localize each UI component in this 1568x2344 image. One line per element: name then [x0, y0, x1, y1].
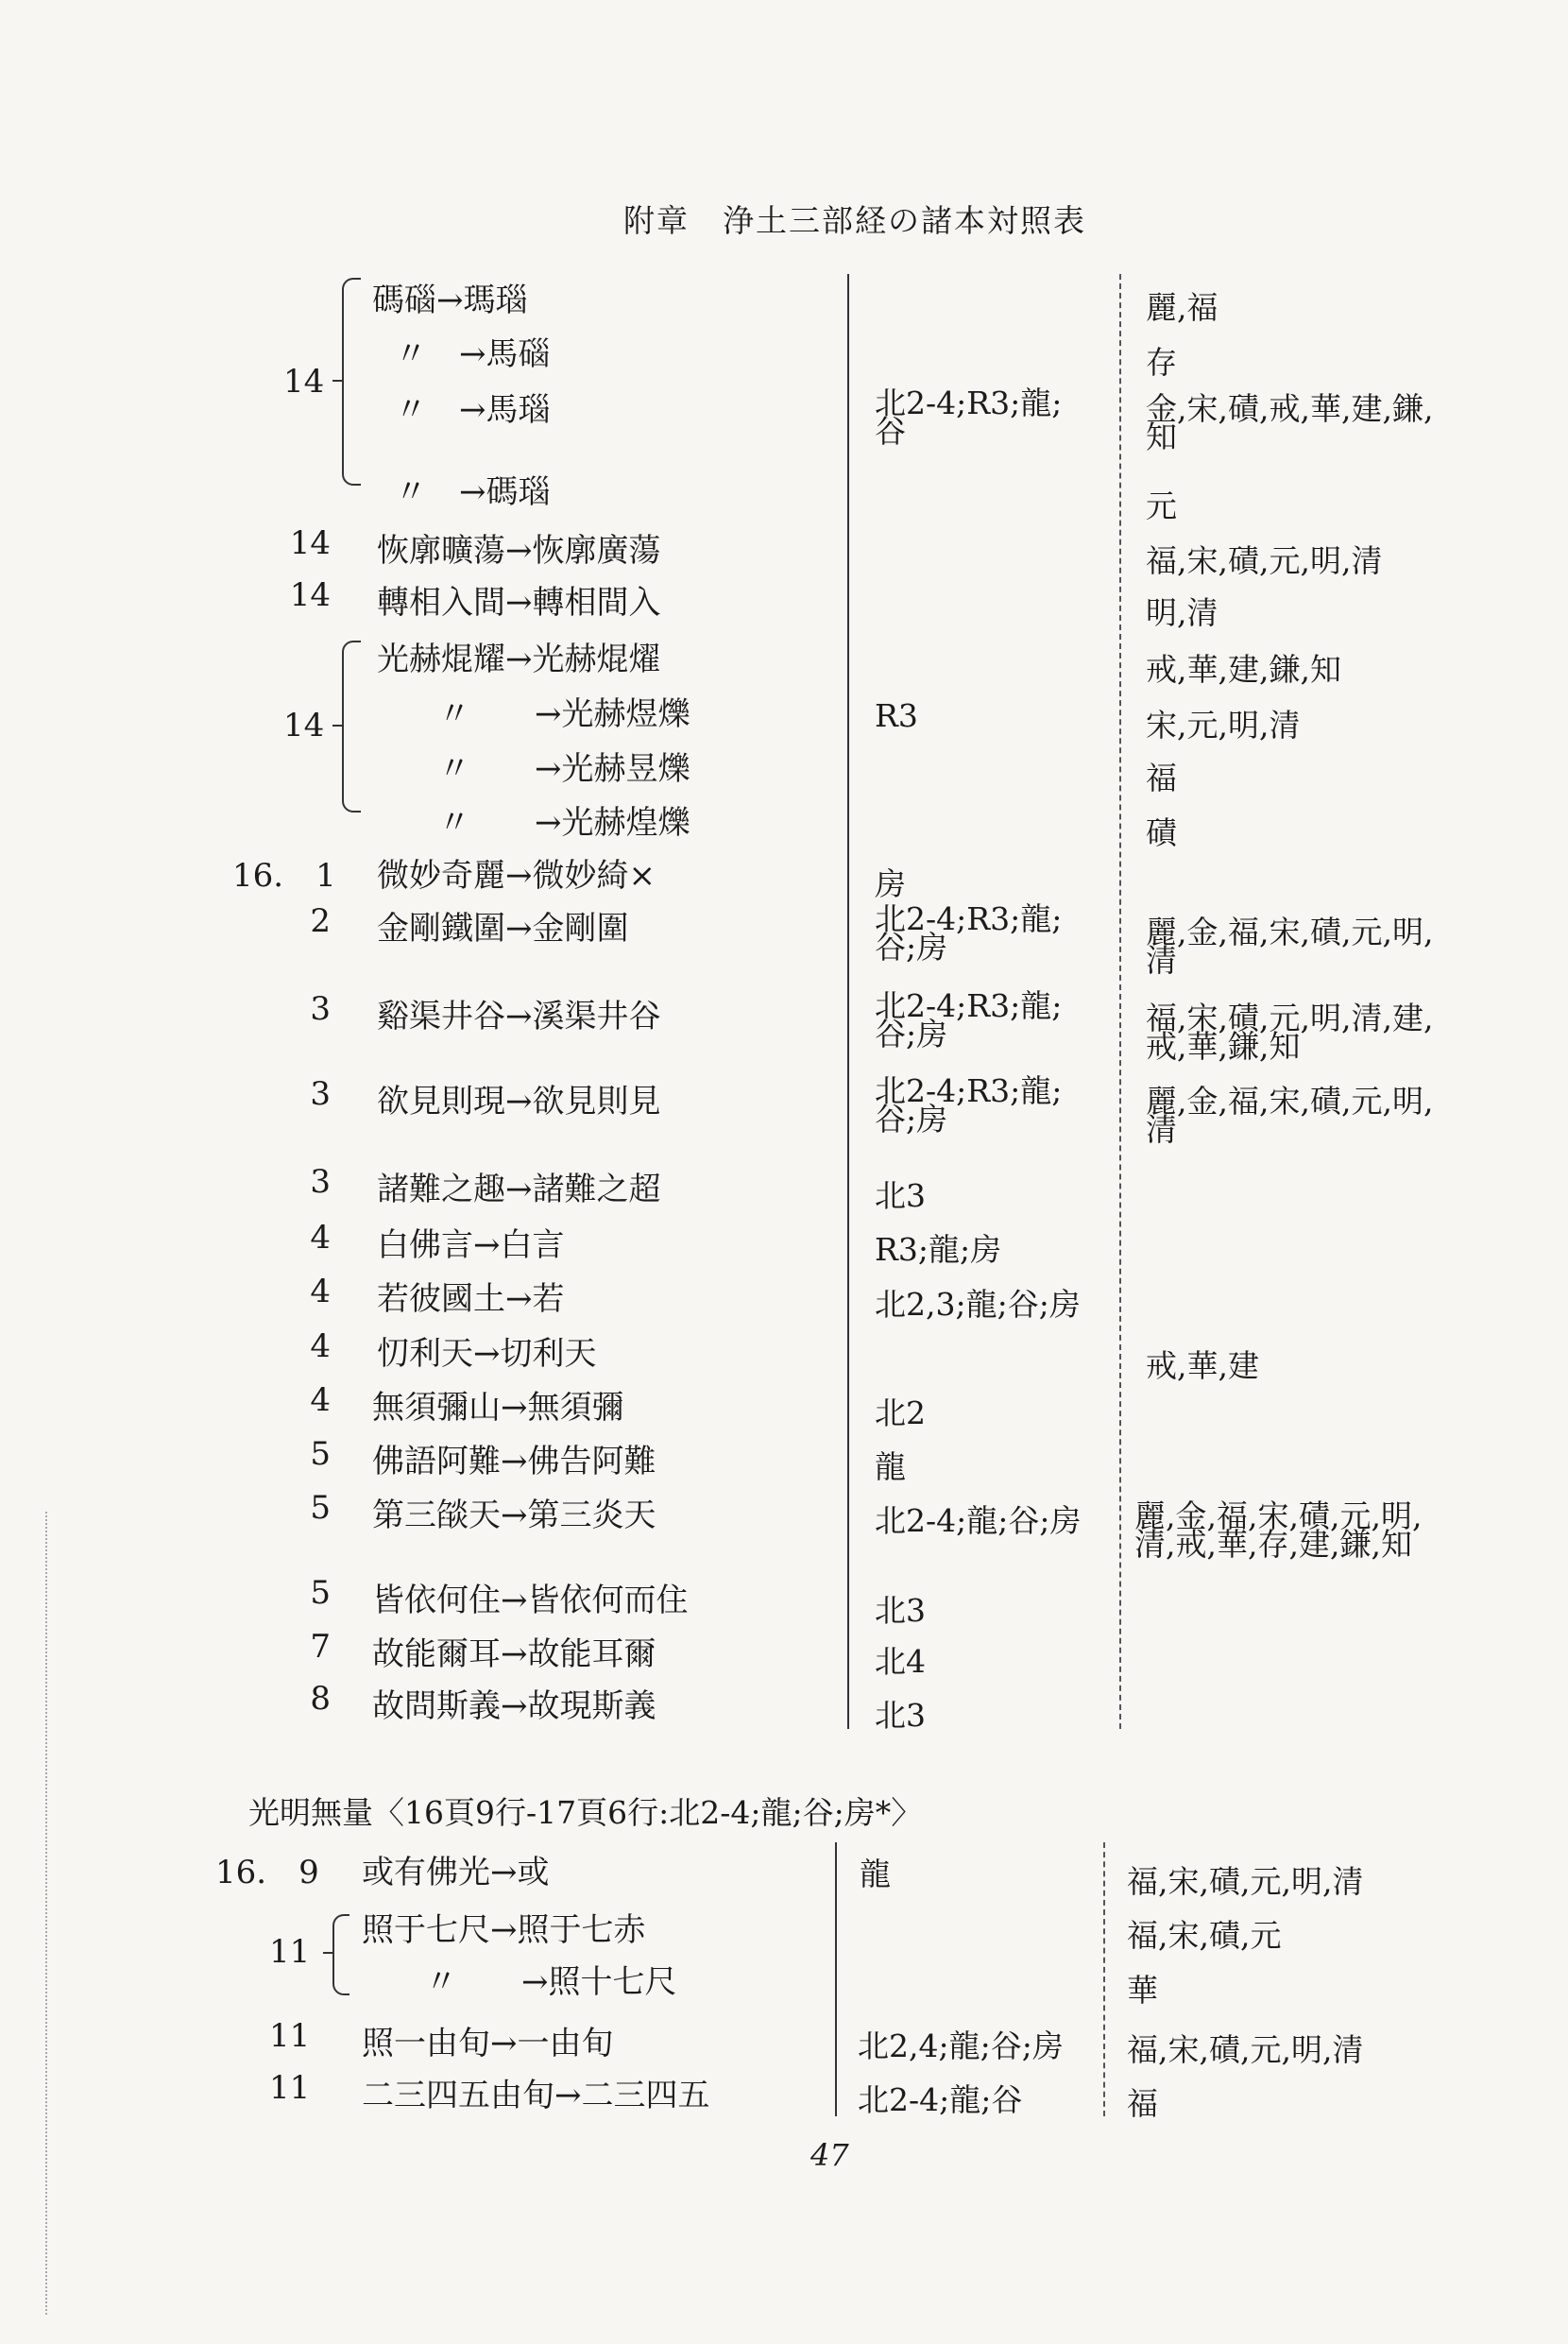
entry-right: 福,宋,磧,元,明,清 [1146, 542, 1383, 579]
entry-number: 4 [310, 1327, 331, 1365]
page-number: 47 [810, 2137, 849, 2173]
entry-text: 金剛鐵圍→金剛圍 [377, 910, 629, 948]
brace-group-3 [332, 1914, 349, 1995]
entry-mid: 龍 [860, 1856, 891, 1892]
column-divider [1119, 274, 1121, 1729]
entry-right: 金,宋,磧,戒,華,建,鎌, 知 [1146, 390, 1434, 455]
entry-right: 存 [1146, 344, 1177, 381]
entry-number: 4 [310, 1381, 331, 1419]
entry-text: 若彼國土→若 [377, 1280, 565, 1318]
entry-text: 諸難之趣→諸難之超 [377, 1171, 661, 1208]
entry-text: 無須彌山→無須彌 [372, 1389, 624, 1427]
entry-right: 福,宋,磧,元,明,清 [1127, 2031, 1364, 2068]
section-title: 光明無量〈16頁9行-17頁6行:北2-4;龍;谷;房*〉 [248, 1794, 923, 1831]
entry-text: 微妙奇麗→微妙綺× [377, 857, 656, 895]
entry-number: 11 [269, 2017, 311, 2055]
entry-right: 宋,元,明,清 [1146, 707, 1301, 744]
entry-mid: 北3 [875, 1592, 926, 1629]
entry-number: 2 [310, 902, 331, 940]
entry-right: 明,清 [1146, 594, 1219, 631]
entry-number: 5 [310, 1489, 331, 1527]
entry-number: 14 [289, 576, 331, 614]
entry-mid: 北2,4;龍;谷;房 [858, 2027, 1064, 2064]
entry-number: 3 [310, 1075, 331, 1113]
brace-tip [332, 380, 342, 382]
entry-mid: 北3 [875, 1697, 926, 1734]
entry-number: 8 [310, 1680, 331, 1718]
entry-text: 〃 →光赫煜爍 [438, 695, 690, 733]
entry-text: 白佛言→白言 [377, 1226, 565, 1264]
entry-number: 11 [269, 2069, 311, 2107]
entry-text: 故問斯義→故現斯義 [372, 1687, 656, 1725]
entry-right: 戒,華,建,鎌,知 [1146, 651, 1341, 688]
entry-mid: R3;龍;房 [875, 1231, 1002, 1268]
entry-right: 福 [1127, 2085, 1158, 2122]
entry-right: 福,宋,磧,元,明,清,建, 戒,華,鎌,知 [1146, 1000, 1434, 1065]
group1-number: 14 [283, 363, 325, 401]
entry-number: 16. 9 [215, 1854, 319, 1891]
entry-mid: 龍 [875, 1448, 906, 1485]
entry-text: 轉相入間→轉相間入 [377, 584, 661, 622]
entry-right: 華 [1127, 1972, 1158, 2009]
entry-right: 戒,華,建 [1146, 1347, 1259, 1384]
page-edge-mark [45, 1512, 47, 2315]
entry-text: 皆依何住→皆依何而住 [372, 1582, 689, 1619]
entry-text: 照一由旬→一由旬 [362, 2025, 614, 2062]
entry-mid: 北4 [875, 1643, 926, 1680]
entry-text: 〃 →馬瑙 [395, 391, 551, 429]
entry-right: 福 [1146, 760, 1177, 796]
entry-mid: 北2-4;R3;龍; 谷 [875, 385, 1063, 450]
entry-text: 碼碯→瑪瑙 [372, 282, 528, 319]
entry-number: 5 [310, 1574, 331, 1612]
entry-text: 佛語阿難→佛告阿難 [372, 1443, 656, 1480]
entry-mid: 北2-4;R3;龍; 谷;房 [875, 1072, 1063, 1138]
entry-text: 第三燄天→第三炎天 [372, 1497, 656, 1534]
entry-text: 或有佛光→或 [362, 1854, 550, 1891]
entry-text: 恢廓曠蕩→恢廓廣蕩 [377, 532, 661, 570]
entry-mid: 北3 [875, 1177, 926, 1214]
entry-text: 〃 →馬碯 [395, 335, 551, 373]
entry-right: 麗,金,福,宋,磧,元,明, 清,戒,華,存,建,鎌,知 [1134, 1497, 1423, 1563]
entry-number: 14 [289, 524, 331, 562]
entry-text: 故能爾耳→故能耳爾 [372, 1635, 656, 1673]
entry-right: 福,宋,磧,元,明,清 [1127, 1863, 1364, 1900]
entry-number: 5 [310, 1435, 331, 1473]
entry-right: 麗,金,福,宋,磧,元,明, 清 [1146, 1083, 1434, 1148]
column-divider [1103, 1842, 1105, 2116]
brace-group-2 [342, 641, 361, 813]
entry-number: 3 [310, 990, 331, 1028]
entry-right: 福,宋,磧,元 [1127, 1917, 1282, 1954]
column-divider [847, 274, 849, 1729]
brace-tip [323, 1952, 332, 1954]
entry-mid: 北2-4;龍;谷 [858, 2081, 1023, 2118]
brace-tip [332, 725, 342, 727]
entry-text: 光赫焜耀→光赫焜燿 [377, 641, 661, 678]
column-divider [835, 1842, 837, 2116]
entry-text: 忉利天→切利天 [377, 1335, 597, 1373]
entry-text: 〃 →碼瑙 [395, 473, 551, 511]
entry-mid: 北2,3;龍;谷;房 [875, 1286, 1081, 1323]
entry-right: 元 [1146, 488, 1177, 524]
entry-mid: 北2-4;R3;龍; 谷;房 [875, 987, 1063, 1052]
entry-number: 4 [310, 1219, 331, 1257]
page-header: 附章 浄土三部経の諸本対照表 [623, 202, 1086, 239]
entry-right: 磧 [1146, 814, 1177, 851]
entry-mid: 房 [875, 865, 906, 902]
entry-mid: 北2 [875, 1394, 926, 1431]
entry-text: 〃 →光赫煌爍 [438, 804, 690, 842]
entry-mid: R3 [875, 697, 918, 734]
entry-mid: 北2-4;R3;龍; 谷;房 [875, 900, 1063, 966]
group2-number: 14 [283, 707, 325, 744]
group3-number: 11 [269, 1933, 311, 1971]
entry-text: 〃 →照十七尺 [425, 1963, 677, 2001]
brace-group-1 [342, 278, 361, 486]
entry-number: 3 [310, 1163, 331, 1201]
entry-number: 4 [310, 1273, 331, 1310]
entry-mid: 北2-4;龍;谷;房 [875, 1502, 1082, 1539]
entry-right: 麗,金,福,宋,磧,元,明, 清 [1146, 914, 1434, 979]
entry-text: 谿渠井谷→溪渠井谷 [377, 998, 661, 1035]
entry-text: 二三四五由旬→二三四五 [362, 2077, 710, 2114]
entry-text: 欲見則現→欲見則見 [377, 1083, 661, 1121]
entry-text: 〃 →光赫昱爍 [438, 750, 690, 788]
entry-number: 16. 1 [232, 857, 336, 895]
entry-right: 麗,福 [1146, 289, 1219, 326]
entry-number: 7 [310, 1628, 331, 1666]
entry-text: 照于七尺→照于七赤 [362, 1911, 646, 1949]
